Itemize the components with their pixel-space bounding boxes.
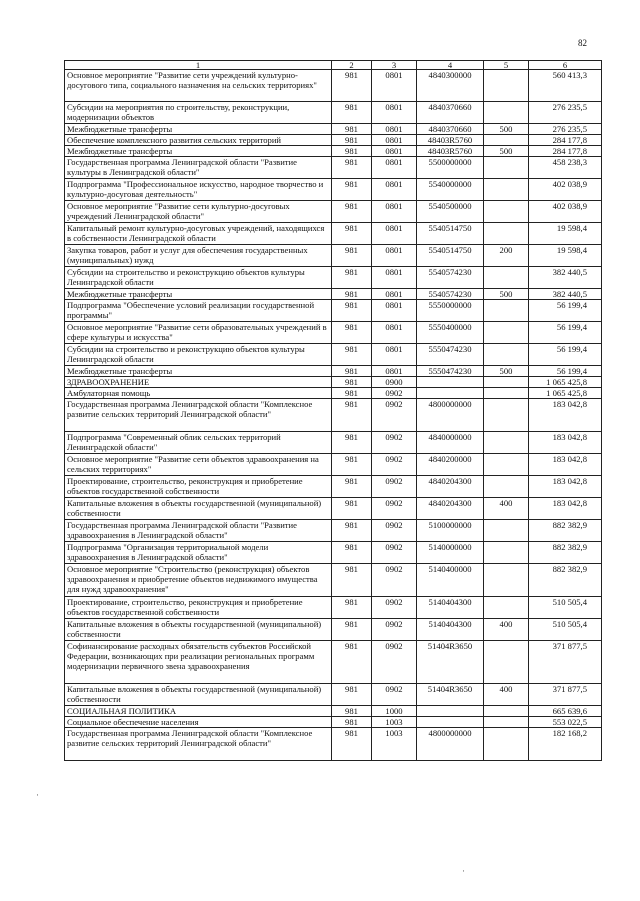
row-sum: 182 168,2	[529, 728, 602, 761]
row-type-code: 500	[484, 366, 529, 377]
row-admin-code: 981	[332, 267, 372, 289]
row-admin-code: 981	[332, 102, 372, 124]
row-type-code: 400	[484, 619, 529, 641]
row-section-code: 0801	[372, 146, 417, 157]
row-name: Субсидии на строительство и реконструкцию объектов культуры Ленинградской области	[65, 344, 332, 366]
row-admin-code: 981	[332, 366, 372, 377]
row-sum: 458 238,3	[529, 157, 602, 179]
row-admin-code: 981	[332, 597, 372, 619]
table-row	[65, 223, 602, 245]
table-row	[65, 102, 602, 124]
table-row	[65, 619, 602, 641]
row-section-code: 0902	[372, 476, 417, 498]
row-target-code: 5550000000	[417, 300, 484, 322]
row-sum: 276 235,5	[529, 124, 602, 135]
table-row	[65, 179, 602, 201]
row-section-code: 1003	[372, 717, 417, 728]
table-row	[65, 597, 602, 619]
row-admin-code: 981	[332, 520, 372, 542]
row-section-code: 0801	[372, 70, 417, 102]
column-number: 2	[332, 61, 372, 70]
row-type-code	[484, 300, 529, 322]
row-name: Государственная программа Ленинградской области "Комплексное развитие сельских территорий Ленинградской области"	[65, 728, 332, 761]
row-sum: 560 413,3	[529, 70, 602, 102]
row-target-code: 4840370660	[417, 124, 484, 135]
row-type-code: 500	[484, 124, 529, 135]
row-sum: 19 598,4	[529, 223, 602, 245]
row-target-code: 4800000000	[417, 399, 484, 432]
row-admin-code: 981	[332, 322, 372, 344]
row-type-code	[484, 717, 529, 728]
table-row	[65, 300, 602, 322]
row-admin-code: 981	[332, 728, 372, 761]
row-name: Амбулаторная помощь	[65, 388, 332, 399]
row-section-code: 0801	[372, 135, 417, 146]
row-section-code: 0902	[372, 432, 417, 454]
table-row	[65, 728, 602, 761]
scan-speck: ·	[36, 790, 39, 800]
row-section-code: 0902	[372, 597, 417, 619]
row-type-code	[484, 564, 529, 597]
row-name: Капитальные вложения в объекты государственной (муниципальной) собственности	[65, 498, 332, 520]
scan-speck: ·	[462, 866, 465, 876]
row-sum: 665 639,6	[529, 706, 602, 717]
row-target-code: 5550474230	[417, 344, 484, 366]
row-target-code: 5540000000	[417, 179, 484, 201]
row-target-code: 4840300000	[417, 70, 484, 102]
row-name: Основное мероприятие "Развитие сети образовательных учреждений в сфере культуры и искусства"	[65, 322, 332, 344]
row-admin-code: 981	[332, 717, 372, 728]
row-name: Подпрограмма "Профессиональное искусство, народное творчество и культурно-досуговая деятельность"	[65, 179, 332, 201]
table-row	[65, 377, 602, 388]
row-sum: 382 440,5	[529, 267, 602, 289]
row-admin-code: 981	[332, 157, 372, 179]
row-sum: 402 038,9	[529, 179, 602, 201]
row-target-code: 5140404300	[417, 597, 484, 619]
row-section-code: 0902	[372, 498, 417, 520]
row-name: Капитальные вложения в объекты государственной (муниципальной) собственности	[65, 619, 332, 641]
row-type-code: 500	[484, 289, 529, 300]
row-type-code: 400	[484, 684, 529, 706]
row-type-code	[484, 157, 529, 179]
row-target-code: 4840200000	[417, 454, 484, 476]
row-section-code: 0801	[372, 223, 417, 245]
row-admin-code: 981	[332, 498, 372, 520]
row-name: Софинансирование расходных обязательств субъектов Российской Федерации, возникающих при реализации региональных программ модернизации первичного звена здравоохранения	[65, 641, 332, 684]
row-name: Основное мероприятие "Развитие сети учреждений культурно-досугового типа, социального назначения на сельских территориях"	[65, 70, 332, 102]
row-target-code: 4840204300	[417, 498, 484, 520]
row-sum: 553 022,5	[529, 717, 602, 728]
row-type-code: 400	[484, 498, 529, 520]
row-name: ЗДРАВООХРАНЕНИЕ	[65, 377, 332, 388]
row-admin-code: 981	[332, 377, 372, 388]
row-admin-code: 981	[332, 454, 372, 476]
row-name: Основное мероприятие "Развитие сети объектов здравоохранения на сельских территориях"	[65, 454, 332, 476]
table-row	[65, 706, 602, 717]
row-section-code: 1003	[372, 728, 417, 761]
row-name: Капитальный ремонт культурно-досуговых учреждений, находящихся в собственности Ленинградской области	[65, 223, 332, 245]
row-admin-code: 981	[332, 399, 372, 432]
table-row	[65, 70, 602, 102]
row-name: Субсидии на строительство и реконструкцию объектов культуры Ленинградской области	[65, 267, 332, 289]
row-section-code: 1000	[372, 706, 417, 717]
row-sum: 371 877,5	[529, 641, 602, 684]
table-row	[65, 684, 602, 706]
row-name: Подпрограмма "Организация территориальной модели здравоохранения в Ленинградской области"	[65, 542, 332, 564]
row-name: Основное мероприятие "Развитие сети культурно-досуговых учреждений Ленинградской области"	[65, 201, 332, 223]
row-sum: 1 065 425,8	[529, 388, 602, 399]
row-target-code: 5540514750	[417, 223, 484, 245]
row-admin-code: 981	[332, 432, 372, 454]
row-section-code: 0801	[372, 102, 417, 124]
row-target-code: 5540514750	[417, 245, 484, 267]
row-sum: 382 440,5	[529, 289, 602, 300]
row-admin-code: 981	[332, 706, 372, 717]
row-section-code: 0902	[372, 564, 417, 597]
table-row	[65, 135, 602, 146]
row-target-code: 5550400000	[417, 322, 484, 344]
column-number: 5	[484, 61, 529, 70]
table-row	[65, 476, 602, 498]
row-target-code: 5500000000	[417, 157, 484, 179]
row-name: Подпрограмма "Современный облик сельских территорий Ленинградской области"	[65, 432, 332, 454]
row-target-code	[417, 377, 484, 388]
row-section-code: 0801	[372, 245, 417, 267]
row-type-code	[484, 70, 529, 102]
row-target-code: 5100000000	[417, 520, 484, 542]
row-name: Межбюджетные трансферты	[65, 146, 332, 157]
table-row	[65, 542, 602, 564]
row-sum: 183 042,8	[529, 454, 602, 476]
row-sum: 56 199,4	[529, 322, 602, 344]
row-sum: 284 177,8	[529, 146, 602, 157]
row-admin-code: 981	[332, 542, 372, 564]
row-name: Социальное обеспечение населения	[65, 717, 332, 728]
row-admin-code: 981	[332, 300, 372, 322]
table-row	[65, 289, 602, 300]
row-admin-code: 981	[332, 388, 372, 399]
row-sum: 56 199,4	[529, 366, 602, 377]
row-admin-code: 981	[332, 641, 372, 684]
row-sum: 882 382,9	[529, 520, 602, 542]
row-section-code: 0801	[372, 267, 417, 289]
row-section-code: 0902	[372, 542, 417, 564]
row-admin-code: 981	[332, 201, 372, 223]
row-name: Проектирование, строительство, реконструкция и приобретение объектов государственной собственности	[65, 597, 332, 619]
row-target-code: 5140400000	[417, 564, 484, 597]
row-admin-code: 981	[332, 619, 372, 641]
row-section-code: 0801	[372, 201, 417, 223]
row-section-code: 0902	[372, 388, 417, 399]
row-name: Основное мероприятие "Строительство (реконструкция) объектов здравоохранения и приобретение объектов недвижимого имущества для нужд здравоохранения"	[65, 564, 332, 597]
row-target-code: 48403R5760	[417, 135, 484, 146]
row-admin-code: 981	[332, 135, 372, 146]
table-row	[65, 124, 602, 135]
column-number: 3	[372, 61, 417, 70]
row-type-code	[484, 267, 529, 289]
page-number: 82	[578, 38, 587, 48]
row-section-code: 0902	[372, 454, 417, 476]
row-name: Обеспечение комплексного развития сельских территорий	[65, 135, 332, 146]
row-sum: 56 199,4	[529, 300, 602, 322]
row-target-code: 51404R3650	[417, 684, 484, 706]
row-target-code: 4840000000	[417, 432, 484, 454]
row-name: Подпрограмма "Обеспечение условий реализации государственной программы"	[65, 300, 332, 322]
row-section-code: 0902	[372, 619, 417, 641]
table-row	[65, 245, 602, 267]
table-row	[65, 498, 602, 520]
row-target-code: 5540574230	[417, 267, 484, 289]
row-name: СОЦИАЛЬНАЯ ПОЛИТИКА	[65, 706, 332, 717]
row-target-code: 5550474230	[417, 366, 484, 377]
row-target-code	[417, 388, 484, 399]
row-type-code	[484, 135, 529, 146]
row-sum: 284 177,8	[529, 135, 602, 146]
row-admin-code: 981	[332, 124, 372, 135]
row-type-code	[484, 344, 529, 366]
row-name: Государственная программа Ленинградской области "Комплексное развитие сельских территорий Ленинградской области"	[65, 399, 332, 432]
row-sum: 183 042,8	[529, 498, 602, 520]
table-row	[65, 388, 602, 399]
row-target-code: 5540574230	[417, 289, 484, 300]
row-target-code: 48403R5760	[417, 146, 484, 157]
row-section-code: 0801	[372, 300, 417, 322]
column-number: 4	[417, 61, 484, 70]
row-type-code: 500	[484, 146, 529, 157]
row-type-code	[484, 223, 529, 245]
row-section-code: 0801	[372, 179, 417, 201]
table-row	[65, 641, 602, 684]
row-admin-code: 981	[332, 179, 372, 201]
row-type-code	[484, 432, 529, 454]
row-section-code: 0801	[372, 289, 417, 300]
row-type-code	[484, 476, 529, 498]
row-type-code	[484, 399, 529, 432]
row-section-code: 0801	[372, 322, 417, 344]
column-number: 6	[529, 61, 602, 70]
row-name: Проектирование, строительство, реконструкция и приобретение объектов государственной собственности	[65, 476, 332, 498]
row-type-code	[484, 706, 529, 717]
row-target-code	[417, 706, 484, 717]
row-name: Межбюджетные трансферты	[65, 289, 332, 300]
row-target-code: 51404R3650	[417, 641, 484, 684]
budget-table	[64, 60, 602, 761]
table-row	[65, 322, 602, 344]
row-admin-code: 981	[332, 146, 372, 157]
row-sum: 183 042,8	[529, 432, 602, 454]
row-section-code: 0801	[372, 124, 417, 135]
table-row	[65, 520, 602, 542]
row-type-code	[484, 728, 529, 761]
row-type-code	[484, 454, 529, 476]
row-section-code: 0902	[372, 641, 417, 684]
column-number-row	[65, 61, 602, 70]
row-sum: 510 505,4	[529, 619, 602, 641]
table-row	[65, 399, 602, 432]
row-sum: 882 382,9	[529, 542, 602, 564]
table-row	[65, 157, 602, 179]
row-target-code: 4800000000	[417, 728, 484, 761]
row-name: Межбюджетные трансферты	[65, 366, 332, 377]
row-section-code: 0902	[372, 520, 417, 542]
row-type-code	[484, 641, 529, 684]
table-row	[65, 432, 602, 454]
row-section-code: 0902	[372, 399, 417, 432]
table-row	[65, 366, 602, 377]
row-section-code: 0900	[372, 377, 417, 388]
row-sum: 882 382,9	[529, 564, 602, 597]
row-section-code: 0902	[372, 684, 417, 706]
row-name: Межбюджетные трансферты	[65, 124, 332, 135]
row-name: Государственная программа Ленинградской области "Развитие здравоохранения в Ленинградской области"	[65, 520, 332, 542]
table-row	[65, 344, 602, 366]
row-name: Капитальные вложения в объекты государственной (муниципальной) собственности	[65, 684, 332, 706]
row-type-code	[484, 102, 529, 124]
row-name: Субсидии на мероприятия по строительству, реконструкции, модернизации объектов	[65, 102, 332, 124]
table-row	[65, 201, 602, 223]
row-admin-code: 981	[332, 564, 372, 597]
row-type-code	[484, 179, 529, 201]
row-sum: 510 505,4	[529, 597, 602, 619]
row-type-code	[484, 377, 529, 388]
row-type-code	[484, 388, 529, 399]
row-name: Закупка товаров, работ и услуг для обеспечения государственных (муниципальных) нужд	[65, 245, 332, 267]
table-row	[65, 717, 602, 728]
row-admin-code: 981	[332, 223, 372, 245]
row-sum: 19 598,4	[529, 245, 602, 267]
row-type-code	[484, 520, 529, 542]
row-type-code	[484, 201, 529, 223]
row-section-code: 0801	[372, 157, 417, 179]
table-row	[65, 146, 602, 157]
row-name: Государственная программа Ленинградской области "Развитие культуры в Ленинградской области"	[65, 157, 332, 179]
row-admin-code: 981	[332, 245, 372, 267]
row-target-code: 5140404300	[417, 619, 484, 641]
table-row	[65, 454, 602, 476]
row-sum: 183 042,8	[529, 476, 602, 498]
row-admin-code: 981	[332, 70, 372, 102]
row-target-code: 5140000000	[417, 542, 484, 564]
row-target-code: 4840204300	[417, 476, 484, 498]
row-sum: 183 042,8	[529, 399, 602, 432]
row-sum: 402 038,9	[529, 201, 602, 223]
row-sum: 56 199,4	[529, 344, 602, 366]
table-row	[65, 267, 602, 289]
row-type-code	[484, 597, 529, 619]
table-row	[65, 564, 602, 597]
row-section-code: 0801	[372, 344, 417, 366]
column-number: 1	[65, 61, 332, 70]
row-admin-code: 981	[332, 289, 372, 300]
row-type-code	[484, 542, 529, 564]
row-section-code: 0801	[372, 366, 417, 377]
row-admin-code: 981	[332, 476, 372, 498]
row-type-code: 200	[484, 245, 529, 267]
row-target-code: 4840370660	[417, 102, 484, 124]
row-sum: 276 235,5	[529, 102, 602, 124]
row-type-code	[484, 322, 529, 344]
row-target-code	[417, 717, 484, 728]
row-sum: 371 877,5	[529, 684, 602, 706]
row-admin-code: 981	[332, 344, 372, 366]
row-target-code: 5540500000	[417, 201, 484, 223]
row-sum: 1 065 425,8	[529, 377, 602, 388]
row-admin-code: 981	[332, 684, 372, 706]
